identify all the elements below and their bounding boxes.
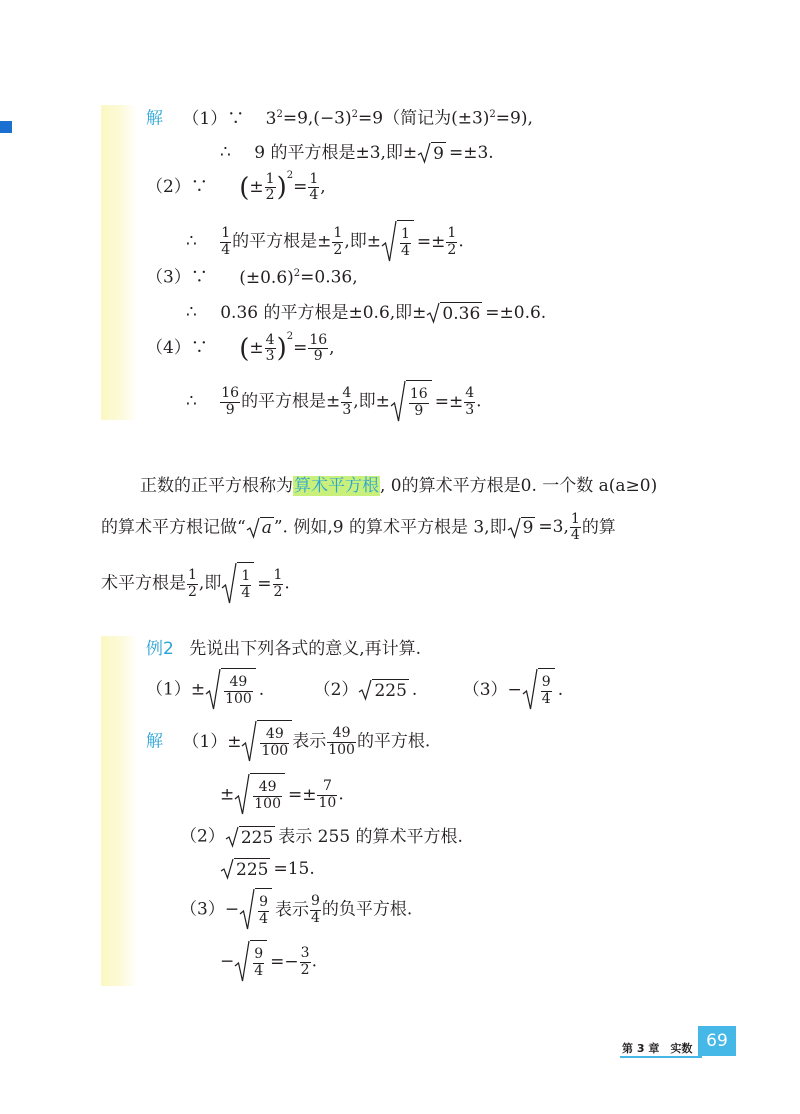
solution-line-3: （2）∵ (± $\frac{1}{2}$ )$^2$= $\frac{1}{4}$ , [146, 170, 326, 203]
example-2-answer-4: 225 =15. [220, 858, 315, 880]
example-2-answer-5: （3）− $\frac{9}{4}$ 表示 $\frac{9}{4}$ 的负平方根. [180, 888, 412, 932]
example-label: 例2 [146, 639, 174, 659]
fraction: $\frac{4}{3}$ [465, 385, 475, 418]
solution-line-7: （4）∵ (± $\frac{4}{3}$ )$^2$= $\frac{16}{9}$ , [146, 331, 335, 364]
edge-tab-marker [0, 121, 12, 133]
example-2-answer-6: − $\frac{9}{4}$ =− $\frac{3}{2}$ . [220, 940, 317, 984]
sqrt-symbol: 225 [225, 826, 275, 848]
fraction: $\frac{49}{100}$ [328, 725, 355, 758]
fraction: $\frac{4}{3}$ [342, 385, 352, 418]
fraction: $\frac{16}{9}$ [221, 385, 240, 418]
sqrt-symbol: a [246, 517, 274, 539]
chapter-label: 第 3 章 实数 [622, 1042, 693, 1055]
sqrt-symbol: $\frac{49}{100}$ [241, 720, 292, 764]
fraction: $\frac{16}{9}$ [309, 331, 328, 364]
sqrt-symbol: $\frac{9}{4}$ [239, 888, 272, 932]
definition-line-2: 的算术平方根记做“ a ”. 例如,9 的算术平方根是 3,即 9 =3, $\frac{1}{4}$ 的算 [101, 511, 616, 544]
example-2-answer-2: ± $\frac{49}{100}$ =± $\frac{7}{10}$ . [220, 773, 344, 817]
solution-line-8: ∴ $\frac{16}{9}$ 的平方根是± $\frac{4}{3}$ ,即± $\frac{16}{9}$ =± $\frac{4}{3}$ . [186, 380, 482, 424]
example-2-questions: （1）± $\frac{49}{100}$ . （2） 225 . （3）− $\frac{9}{4}$ . [146, 668, 563, 712]
fraction: $\frac{1}{4}$ [570, 511, 580, 544]
fraction: $\frac{1}{2}$ [188, 567, 197, 600]
solution-label: 解 [146, 108, 163, 129]
fraction: $\frac{1}{2}$ [265, 170, 275, 203]
fraction: $\frac{1}{2}$ [273, 567, 283, 600]
sqrt-symbol: $\frac{1}{4}$ [381, 220, 414, 264]
solution-line-2: ∴ 9 的平方根是±3,即± 9 =±3. [220, 142, 494, 164]
sqrt-symbol: 225 [220, 858, 270, 880]
fraction: $\frac{1}{2}$ [447, 225, 457, 258]
example-2-answer-3: （2） 225 表示 255 的算术平方根. [180, 826, 463, 848]
sqrt-symbol: $\frac{9}{4}$ [522, 668, 555, 712]
solution-line-1: 解 （1）∵ $3^2=9,(-3)^2=9$（简记为$(\pm 3)^2=9$), [146, 108, 533, 129]
solution-line-6: ∴ 0.36 的平方根是±0.6,即± 0.36 =±0.6. [186, 302, 547, 324]
sqrt-symbol: $\frac{9}{4}$ [234, 940, 267, 984]
fraction: $\frac{3}{2}$ [300, 945, 310, 978]
sqrt-symbol: 9 [507, 517, 536, 539]
highlighted-term: 算术平方根 [294, 476, 379, 496]
definition-line-1: 正数的正平方根称为算术平方根, 0的算术平方根是0. 一个数 a(a≥0) [140, 476, 658, 496]
fraction: $\frac{1}{2}$ [333, 225, 343, 258]
sqrt-symbol: $\frac{1}{4}$ [221, 562, 254, 606]
definition-line-3: 术平方根是 $\frac{1}{2}$ ,即 $\frac{1}{4}$ = $\frac{1}{2}$ . [101, 562, 290, 606]
footer-rule [620, 1056, 702, 1058]
sqrt-symbol: 9 [417, 142, 446, 164]
sqrt-symbol: $\frac{49}{100}$ [205, 668, 256, 712]
sqrt-symbol: $\frac{16}{9}$ [390, 380, 432, 424]
fraction: $\frac{9}{4}$ [310, 893, 320, 926]
example-band [101, 636, 137, 986]
page-number: 69 [698, 1026, 736, 1056]
solution-label: 解 [146, 731, 163, 752]
fraction: $\frac{7}{10}$ [318, 778, 337, 811]
fraction: $\frac{1}{4}$ [221, 225, 231, 258]
sqrt-symbol: 225 [358, 679, 408, 701]
solution-line-5: （3）∵ $(\pm 0.6)^2=0.36$, [146, 267, 358, 288]
fraction: $\frac{4}{3}$ [265, 331, 275, 364]
solution-line-4: ∴ $\frac{1}{4}$ 的平方根是± $\frac{1}{2}$ ,即± $\frac{1}{4}$ =± $\frac{1}{2}$ . [186, 220, 464, 264]
solution-band [101, 105, 137, 420]
example-2-answer-1: 解 （1）± $\frac{49}{100}$ 表示 $\frac{49}{100}$ 的平方根. [146, 720, 430, 764]
sqrt-symbol: 0.36 [426, 302, 482, 324]
fraction: $\frac{1}{4}$ [309, 170, 319, 203]
sqrt-symbol: $\frac{49}{100}$ [234, 773, 285, 817]
example-2-heading: 例2 先说出下列各式的意义,再计算. [146, 639, 422, 659]
